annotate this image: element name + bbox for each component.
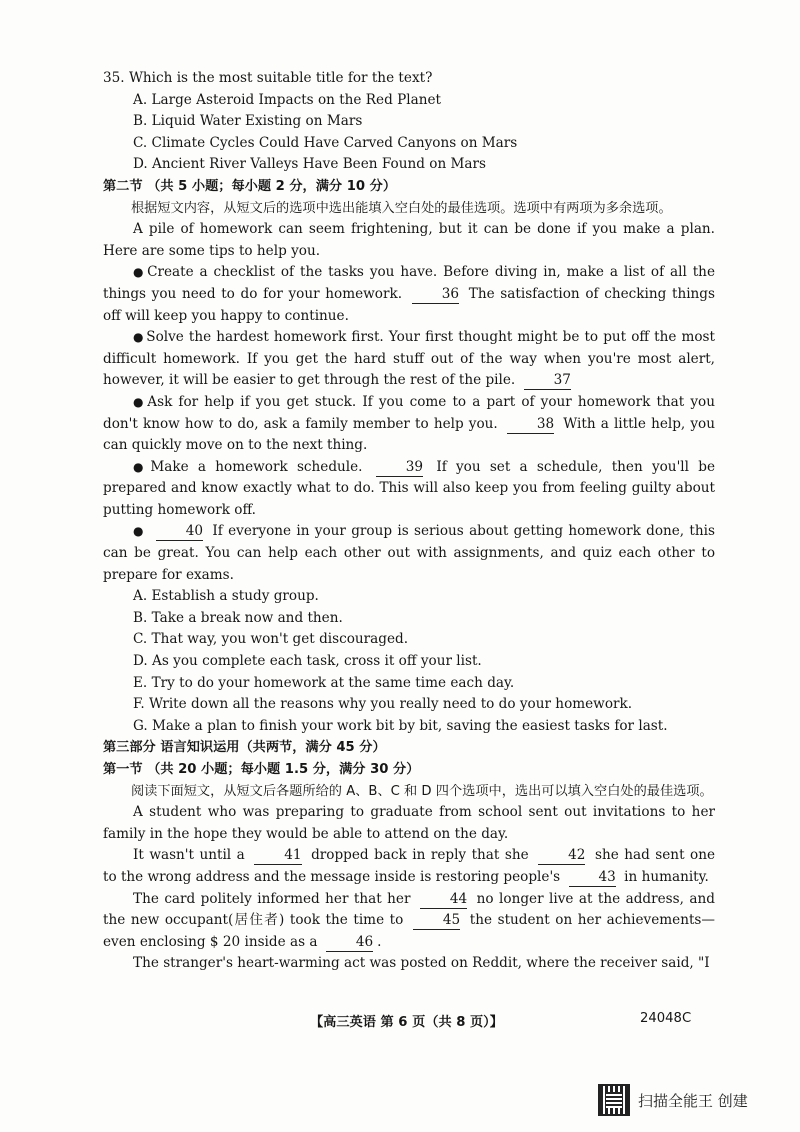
qr-code-icon xyxy=(598,1084,630,1116)
bullet-icon: ● xyxy=(133,524,145,539)
part3-subheading: 第一节 （共 20 小题；每小题 1.5 分，满分 30 分） xyxy=(103,762,420,777)
blank-38: 38 xyxy=(507,416,554,434)
blank-40: 40 xyxy=(156,523,203,541)
tip-36: ● Create a checklist of the tasks you have. Before diving in, make a list of all the things you need to do for your homework. 36 The satisfaction of checking things off will keep you happy to continue. xyxy=(103,264,715,324)
page-footer xyxy=(0,1011,800,1033)
scanner-watermark xyxy=(598,1083,748,1117)
section2-instruction: 根据短文内容，从短文后的选项中选出能填入空白处的最佳选项。选项中有两项为多余选项。 xyxy=(131,200,672,216)
blank-42: 42 xyxy=(538,847,585,865)
q35-option-a: A. Large Asteroid Impacts on the Red Planet xyxy=(133,91,441,108)
tip-37: ● Solve the hardest homework first. Your first thought might be to put off the most difficult homework. If you get the hard stuff out of the way when you're most alert, however, it will be easier to get through the rest of the pile. 37 xyxy=(103,329,715,389)
footer-page-label: 【高三英语 第 6 页（共 8 页）】 xyxy=(310,1015,503,1030)
tip-39: ● Make a homework schedule. 39 If you set a schedule, then you'll be prepared and know exactly what to do. This will also keep you from feeling guilty about putting homework off. xyxy=(103,458,715,518)
section2-heading: 第二节 （共 5 小题；每小题 2 分，满分 10 分） xyxy=(103,178,397,194)
cloze-para-3: The card politely informed her that her 44 no longer live at the address, and the new occupant(居住者) took the time to 45 the student on her achievements—even enclosing $ 20 inside as a 46 . xyxy=(103,890,715,950)
blank-44: 44 xyxy=(420,891,467,909)
s2-option-e: E. Try to do your homework at the same time each day. xyxy=(133,674,515,691)
q35-option-b: B. Liquid Water Existing on Mars xyxy=(133,113,363,130)
tip-38: ● Ask for help if you get stuck. If you come to a part of your homework that you don't know how to do, ask a family member to help you. 38 With a little help, you can quickly move on to the next thing. xyxy=(103,393,715,454)
bullet-icon: ● xyxy=(133,394,146,409)
part3-heading: 第三部分 语言知识运用（共两节，满分 45 分） xyxy=(103,740,386,756)
part3-instruction: 阅读下面短文，从短文后各题所给的 A、B、C 和 D 四个选项中，选出可以填入空白处的最佳选项。 xyxy=(131,783,713,799)
bullet-icon: ● xyxy=(133,330,145,345)
cloze-para-1: A student who was preparing to graduate from school sent out invitations to her family in the hope they would be able to attend on the day. xyxy=(103,804,715,842)
section2-intro: A pile of homework can seem frightening, but it can be done if you make a plan. Here are some tips to help you. xyxy=(103,221,715,259)
bullet-icon: ● xyxy=(133,459,149,474)
bullet-icon: ● xyxy=(133,265,146,280)
q35-option-c: C. Climate Cycles Could Have Carved Canyons on Mars xyxy=(133,134,518,151)
blank-36: 36 xyxy=(412,286,459,304)
exam-page xyxy=(103,68,715,975)
blank-39: 39 xyxy=(376,459,423,477)
q35-option-d: D. Ancient River Valleys Have Been Found on Mars xyxy=(133,156,487,173)
s2-option-a: A. Establish a study group. xyxy=(133,588,319,605)
s2-option-f: F. Write down all the reasons why you really need to do your homework. xyxy=(133,696,633,713)
question-35-title: 35. Which is the most suitable title for the text? xyxy=(103,70,433,86)
blank-45: 45 xyxy=(413,912,460,930)
tip-40: ● 40 If everyone in your group is serious about getting homework done, this can be great. You can help each other out with assignments, and quiz each other to prepare for exams. xyxy=(103,523,715,583)
blank-46: 46 xyxy=(326,934,373,952)
blank-41: 41 xyxy=(254,847,301,865)
cloze-para-2: It wasn't until a 41 dropped back in reply that she 42 she had sent one to the wrong address and the message inside is restoring people's 43 in humanity. xyxy=(103,847,716,885)
blank-43: 43 xyxy=(569,869,616,887)
s2-option-d: D. As you complete each task, cross it off your list. xyxy=(133,653,482,670)
blank-37: 37 xyxy=(524,372,571,390)
s2-option-g: G. Make a plan to finish your work bit by bit, saving the easiest tasks for last. xyxy=(133,717,668,734)
s2-option-b: B. Take a break now and then. xyxy=(133,609,343,626)
scanner-label: 扫描全能王 创建 xyxy=(638,1091,748,1110)
s2-option-c: C. That way, you won't get discouraged. xyxy=(133,631,409,648)
cloze-para-4: The stranger's heart-warming act was posted on Reddit, where the receiver said, "I xyxy=(133,955,710,972)
footer-exam-code: 24048C xyxy=(640,1011,692,1026)
